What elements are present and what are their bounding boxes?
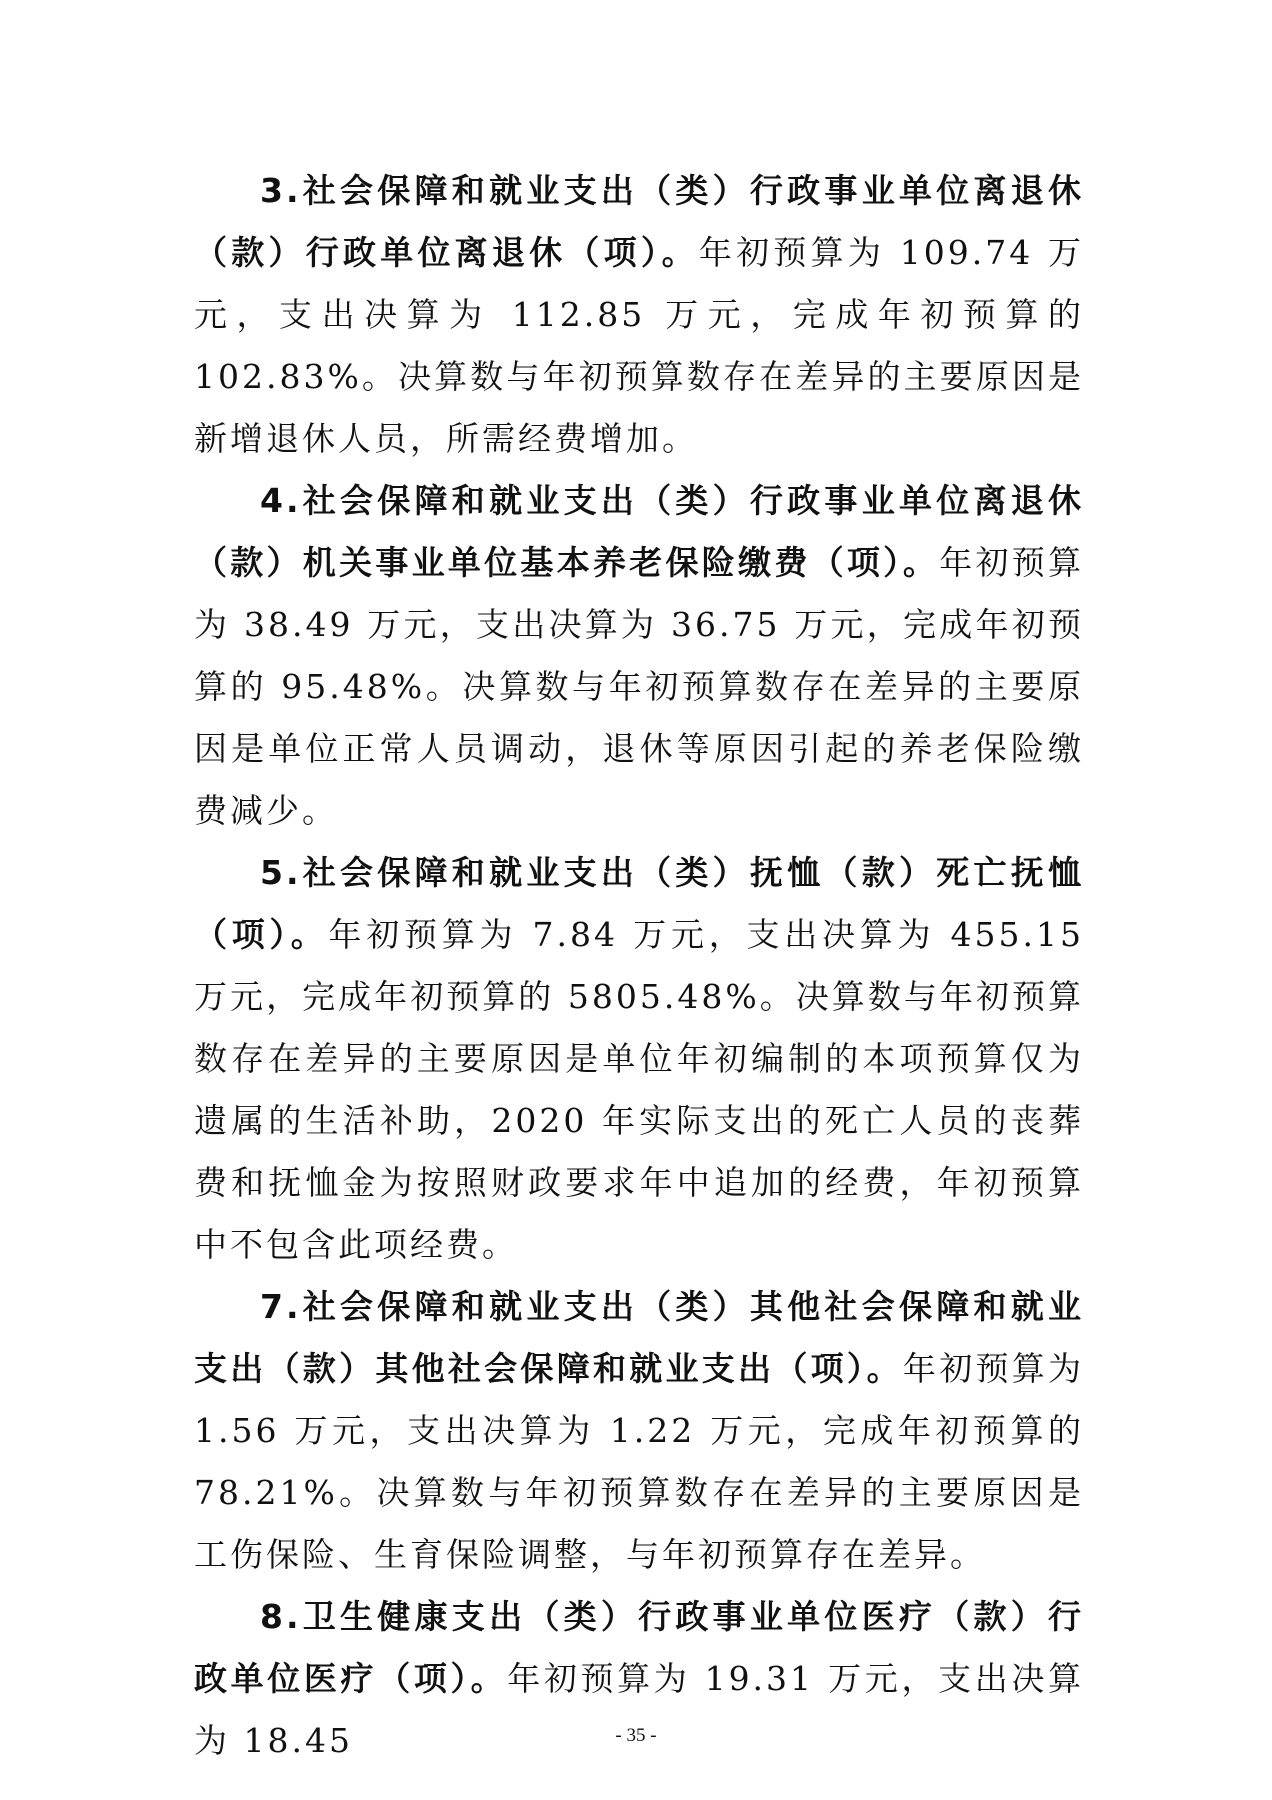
paragraph-body: 年初预算为 7.84 万元，支出决算为 455.15 万元，完成年初预算的 5805.48%。决算数与年初预算数存在差异的主要原因是单位年初编制的本项预算仅为遗属的生活补助，2020 年实际支出的死亡人员的丧葬费和抚恤金为按照财政要求年中追加的经费，年初预算中不包含此项经费。	[194, 915, 1084, 1264]
paragraph-body: 年初预算为 38.49 万元，支出决算为 36.75 万元，完成年初预算的 95.48%。决算数与年初预算数存在差异的主要原因是单位正常人员调动，退休等原因引起的养老保险缴费减少。	[194, 543, 1085, 830]
paragraph-item-3	[194, 160, 1084, 470]
paragraph-item-7	[194, 1276, 1084, 1586]
paragraph-body: 年初预算为 19.31 万元，支出决算为 18.45	[194, 1659, 1085, 1760]
paragraph-body: 年初预算为 1.56 万元，支出决算为 1.22 万元，完成年初预算的 78.21%。决算数与年初预算数存在差异的主要原因是工伤保险、生育保险调整，与年初预算存在差异。	[194, 1349, 1085, 1574]
paragraph-heading: 8.卫生健康支出（类）行政事业单位医疗（款）行政单位医疗（项）。	[194, 1597, 1084, 1698]
paragraph-heading: 3.社会保障和就业支出（类）行政事业单位离退休（款）行政单位离退休（项）。	[194, 171, 1084, 272]
paragraph-heading: 5.社会保障和就业支出（类）抚恤（款）死亡抚恤（项）。	[194, 853, 1084, 954]
paragraph-heading: 7.社会保障和就业支出（类）其他社会保障和就业支出（款）其他社会保障和就业支出（项）。	[194, 1287, 1084, 1388]
paragraph-heading: 4.社会保障和就业支出（类）行政事业单位离退休（款）机关事业单位基本养老保险缴费（项）。	[194, 481, 1084, 582]
paragraph-item-4	[194, 470, 1084, 842]
page-number: - 35 -	[615, 1725, 657, 1746]
paragraph-item-5	[194, 842, 1084, 1276]
page-content	[194, 160, 1084, 1772]
paragraph-body: 年初预算为 109.74 万元，支出决算为 112.85 万元，完成年初预算的 102.83%。决算数与年初预算数存在差异的主要原因是新增退休人员，所需经费增加。	[194, 233, 1085, 458]
